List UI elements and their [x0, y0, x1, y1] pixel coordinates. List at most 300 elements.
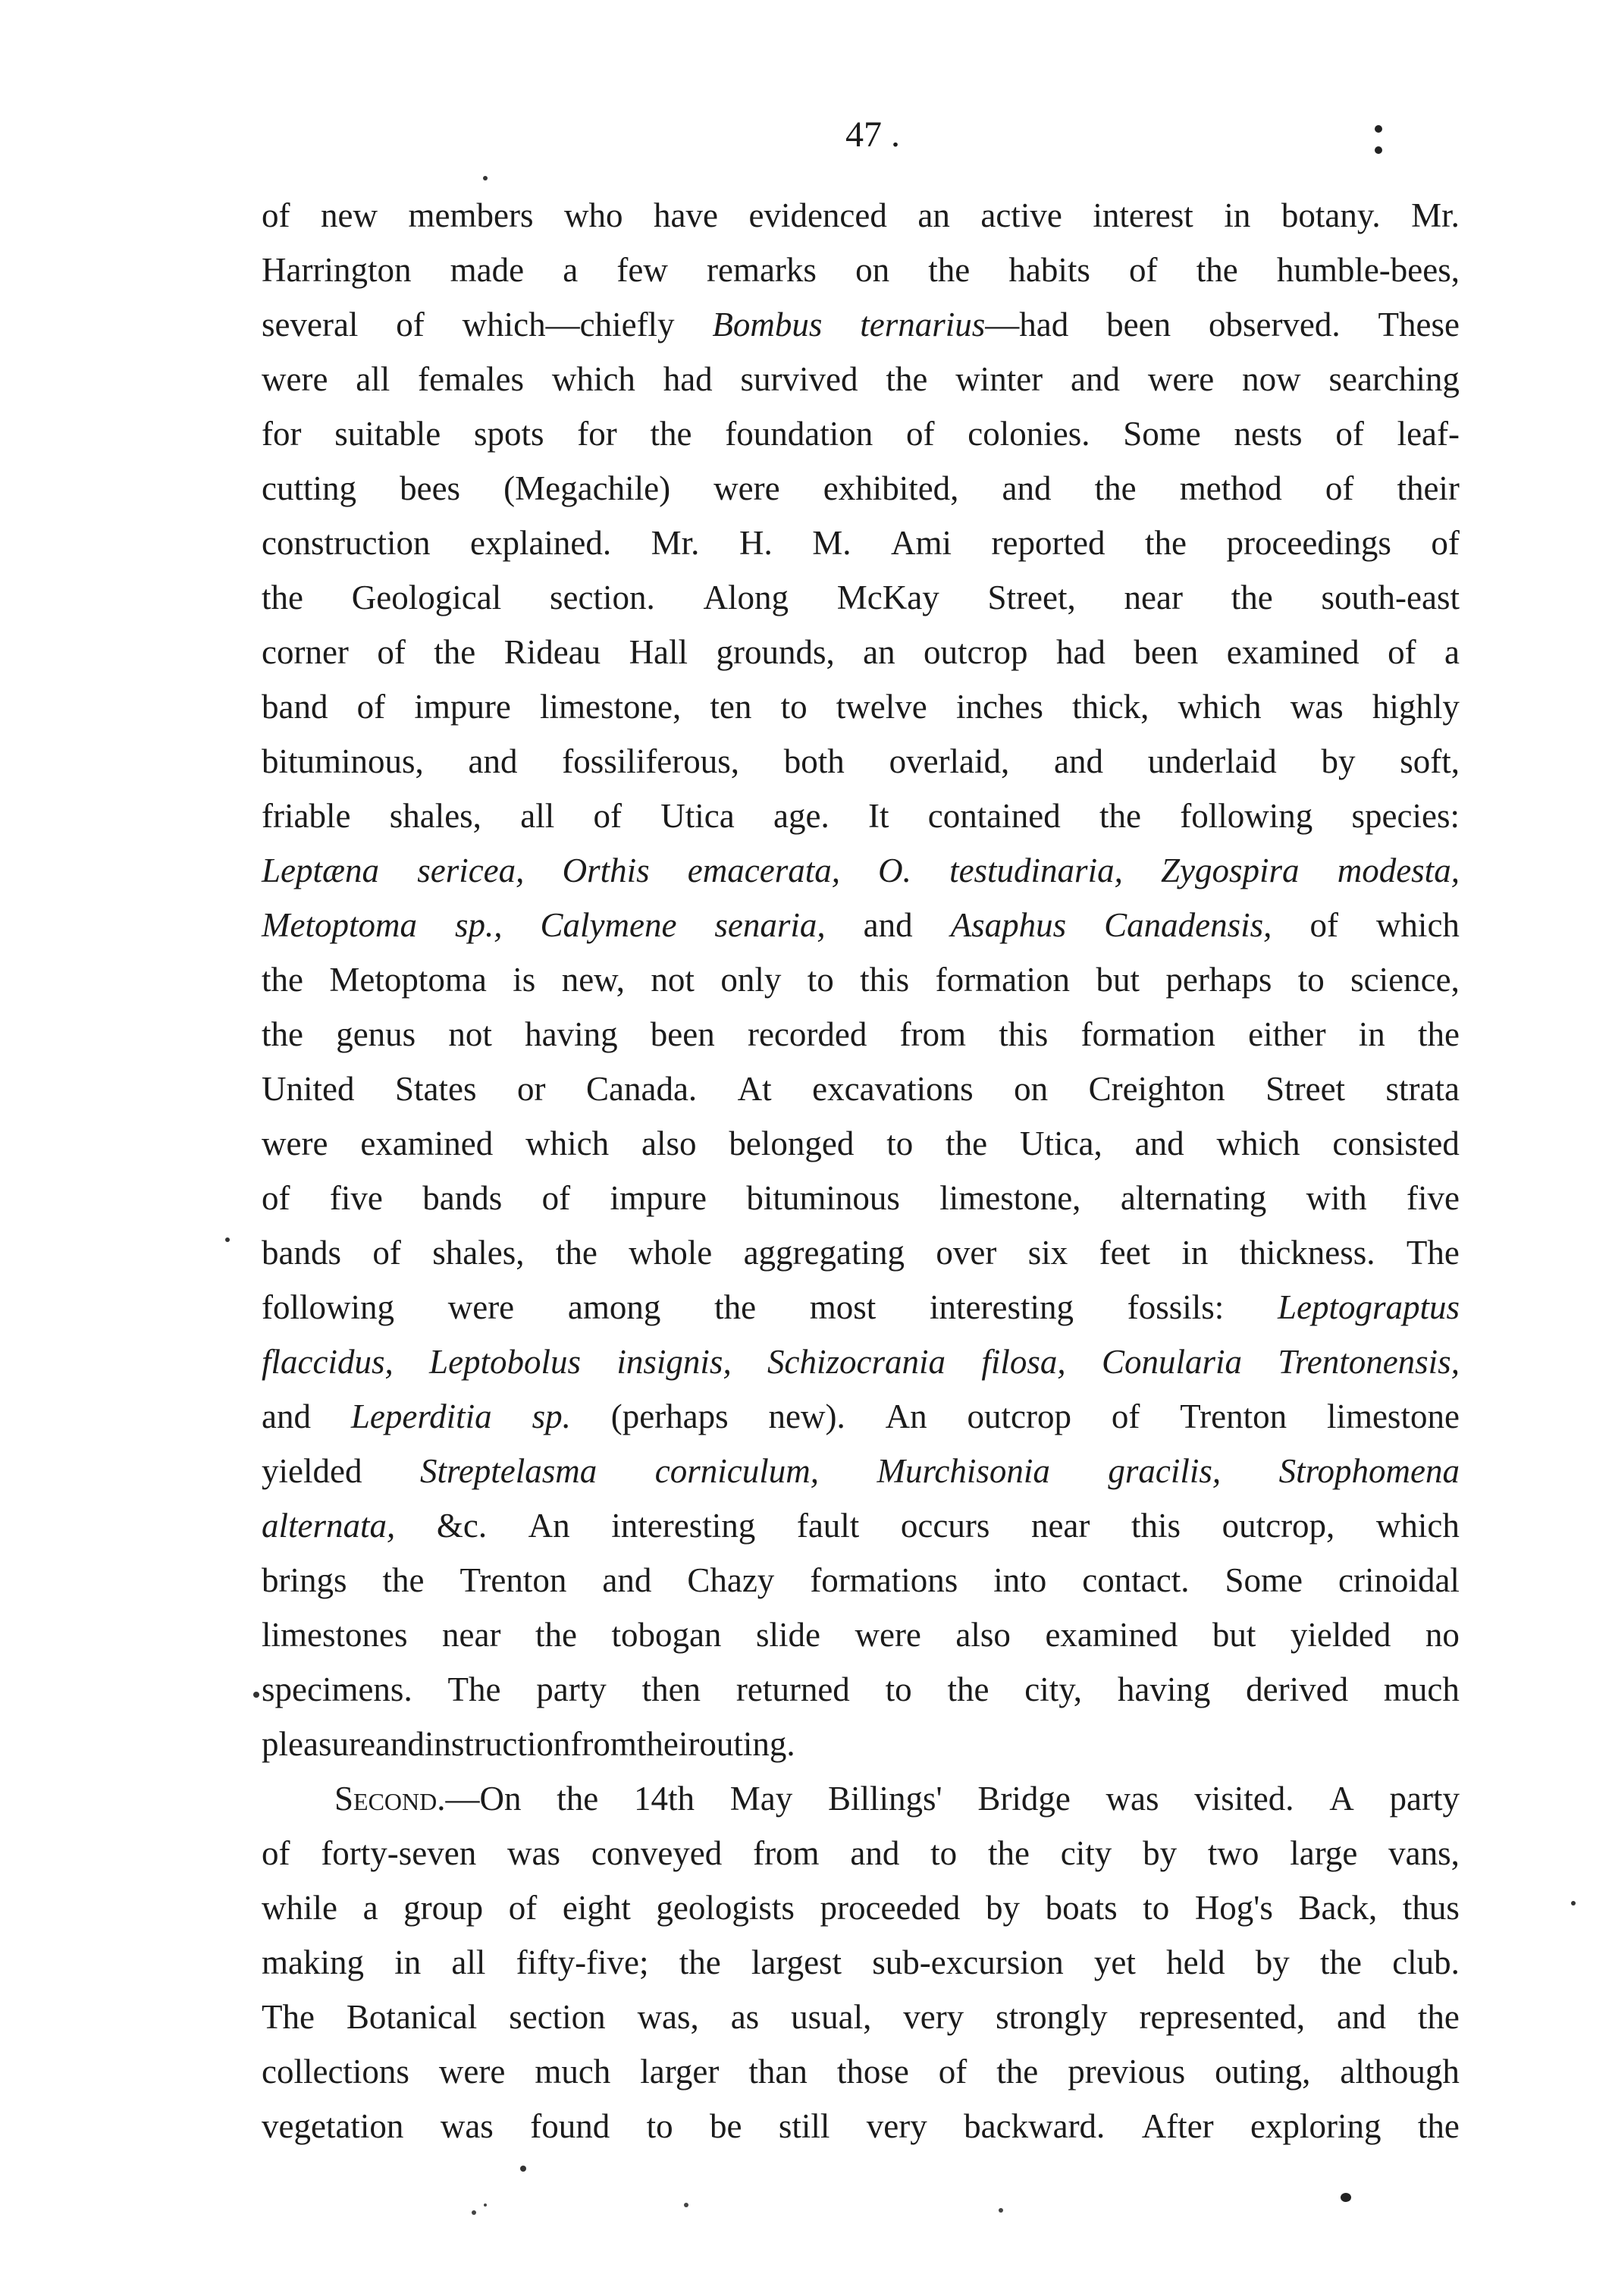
word: Leperditia	[350, 1397, 492, 1435]
word: May	[729, 1780, 793, 1818]
word: the	[947, 1670, 989, 1708]
word: have	[654, 196, 718, 234]
word: corniculum,	[654, 1452, 820, 1490]
word: construction	[262, 524, 431, 562]
word: the	[1196, 251, 1238, 289]
word: Schizocrania	[767, 1343, 946, 1381]
word: which	[1216, 1124, 1300, 1162]
word: sericea,	[417, 852, 525, 889]
word: —had	[985, 306, 1069, 343]
word: and	[1002, 469, 1052, 507]
word: the	[1094, 469, 1137, 507]
word: were	[855, 1616, 921, 1654]
word: Strophomena	[1278, 1452, 1460, 1490]
word: the	[650, 415, 692, 453]
word: conveyed	[591, 1834, 723, 1872]
word: aggregating	[743, 1234, 905, 1272]
word: from	[570, 1725, 637, 1763]
word: of	[1325, 469, 1354, 507]
word: —On	[445, 1780, 522, 1818]
word: limestone,	[939, 1179, 1081, 1217]
word: not	[651, 961, 695, 999]
word: outcrop	[924, 633, 1028, 671]
word: thickness.	[1239, 1234, 1375, 1272]
word: were	[262, 360, 328, 398]
word: McKay	[836, 579, 939, 616]
word: Bridge	[977, 1780, 1071, 1818]
word: winter	[955, 360, 1043, 398]
word: (Megachile)	[503, 469, 671, 507]
word: their	[636, 1725, 700, 1763]
word: few	[616, 251, 668, 289]
word: larger	[640, 2053, 720, 2091]
word: new).	[768, 1397, 845, 1435]
word: A	[1329, 1780, 1354, 1818]
word: (perhaps	[610, 1397, 729, 1435]
word: An	[528, 1507, 570, 1545]
word: the	[1417, 1015, 1460, 1053]
word: near	[442, 1616, 501, 1654]
word: Metoptoma	[262, 906, 417, 944]
word: five	[329, 1179, 383, 1217]
word: which—chiefly	[462, 306, 675, 343]
word: senaria,	[714, 906, 826, 944]
word: all	[451, 1943, 486, 1981]
word: Billings'	[827, 1780, 942, 1818]
word: of	[906, 415, 935, 453]
word: band	[262, 688, 328, 726]
word: testudinaria,	[949, 852, 1123, 889]
word: by	[986, 1889, 1021, 1927]
word: reported	[991, 524, 1106, 562]
word: now	[1242, 360, 1301, 398]
word: bituminous	[746, 1179, 900, 1217]
word: strata	[1385, 1070, 1460, 1108]
word: and	[375, 1725, 425, 1763]
word: near	[1124, 579, 1183, 616]
word: to	[780, 688, 808, 726]
word: no	[1425, 1616, 1460, 1654]
scan-speck	[225, 1237, 230, 1242]
word: for	[262, 415, 302, 453]
word: the	[1320, 1943, 1362, 1981]
word: this	[999, 1015, 1049, 1053]
word: visited.	[1194, 1780, 1294, 1818]
scan-speck	[1375, 146, 1382, 154]
word: contact.	[1082, 1561, 1190, 1599]
word: Rideau	[503, 633, 601, 671]
word: all	[520, 797, 555, 835]
word: ternarius	[860, 306, 986, 343]
word: interest	[1093, 196, 1193, 234]
word: this	[1131, 1507, 1181, 1545]
word: whole	[629, 1234, 713, 1272]
word: suitable	[334, 415, 441, 453]
word: by	[1255, 1943, 1290, 1981]
word: interesting	[930, 1288, 1074, 1326]
word: leaf-	[1397, 415, 1460, 453]
word: formations	[810, 1561, 958, 1599]
word: outcrop,	[1222, 1507, 1335, 1545]
word: returned	[735, 1670, 850, 1708]
word: Trenton	[1180, 1397, 1287, 1435]
word: party	[1389, 1780, 1460, 1818]
word: from	[753, 1834, 820, 1872]
word: had	[663, 360, 713, 398]
word: Mr.	[651, 524, 700, 562]
word: Ami	[891, 524, 952, 562]
word: from	[899, 1015, 967, 1053]
word: Harrington	[262, 251, 412, 289]
word: were	[1147, 360, 1215, 398]
word: method	[1179, 469, 1282, 507]
word: the	[382, 1561, 425, 1599]
word: of	[372, 1234, 401, 1272]
word: insignis,	[616, 1343, 732, 1381]
word: limestone	[1326, 1397, 1460, 1435]
word: proceedings	[1226, 524, 1391, 562]
word: on	[1014, 1070, 1049, 1108]
word: following	[1180, 797, 1313, 835]
word: those	[836, 2053, 909, 2091]
word: two	[1207, 1834, 1259, 1872]
word: the	[946, 1124, 988, 1162]
word: recorded	[747, 1015, 867, 1053]
word: Along	[703, 579, 789, 616]
word: of	[1388, 633, 1416, 671]
word: also	[641, 1124, 697, 1162]
word: specimens.	[262, 1670, 412, 1708]
word: to	[885, 1670, 912, 1708]
word: of	[262, 1179, 290, 1217]
word: spots	[473, 415, 544, 453]
word: which	[1375, 906, 1460, 944]
word: was,	[637, 1998, 699, 2036]
word: instruction	[424, 1725, 571, 1763]
word: exhibited,	[823, 469, 959, 507]
word: large	[1290, 1834, 1358, 1872]
word: made	[450, 251, 525, 289]
word: in	[1358, 1015, 1385, 1053]
word: group	[403, 1889, 484, 1927]
word: of	[938, 2053, 968, 2091]
word: an	[917, 196, 950, 234]
word: grounds,	[716, 633, 835, 671]
word: Leptæna	[262, 852, 380, 889]
word: to	[646, 2107, 673, 2145]
word: among	[567, 1288, 661, 1326]
word: limestone,	[540, 688, 682, 726]
word: Asaphus	[950, 906, 1067, 944]
word: habits	[1008, 251, 1090, 289]
word: were	[713, 469, 780, 507]
word: and	[262, 1397, 311, 1435]
scan-speck	[253, 1692, 259, 1698]
word: either	[1248, 1015, 1326, 1053]
word: United	[262, 1070, 355, 1108]
word: of	[356, 688, 386, 726]
word: the	[1417, 2107, 1460, 2145]
word: sp.	[532, 1397, 571, 1435]
word: and	[1134, 1124, 1184, 1162]
word: bees	[400, 469, 461, 507]
word: contained	[927, 797, 1061, 835]
word: very	[866, 2107, 927, 2145]
word: outcrop	[967, 1397, 1071, 1435]
word: of	[262, 196, 290, 234]
word: members	[408, 196, 534, 234]
word: Some	[1123, 415, 1201, 453]
scan-speck	[483, 176, 488, 180]
word: the	[434, 633, 476, 671]
word: explained.	[469, 524, 612, 562]
scan-speck	[1341, 2193, 1351, 2202]
word: the	[535, 1616, 577, 1654]
word: the	[262, 1015, 303, 1053]
word: represented,	[1139, 1998, 1306, 2036]
word: examined	[1045, 1616, 1178, 1654]
word: Trentonensis,	[1278, 1343, 1460, 1381]
word: Canada.	[585, 1070, 698, 1108]
word: for	[577, 415, 617, 453]
word: six	[1027, 1234, 1068, 1272]
word: shales,	[389, 797, 481, 835]
word: of	[541, 1179, 571, 1217]
word: formation	[935, 961, 1071, 999]
word: of	[508, 1889, 538, 1927]
word: as	[730, 1998, 760, 2036]
word: At	[737, 1070, 772, 1108]
word: Murchisonia	[877, 1452, 1050, 1490]
word: and	[1054, 742, 1104, 780]
word: Orthis	[562, 852, 650, 889]
word: over	[936, 1234, 997, 1272]
word: five	[1407, 1179, 1460, 1217]
word: the	[1231, 579, 1273, 616]
word: had	[1055, 633, 1106, 671]
word: held	[1166, 1943, 1225, 1981]
word: the	[996, 2053, 1039, 2091]
word: overlaid,	[889, 742, 1010, 780]
word: city,	[1024, 1670, 1083, 1708]
word: the	[262, 579, 303, 616]
word: shales,	[432, 1234, 525, 1272]
word: 14th	[633, 1780, 695, 1818]
word: fifty-five;	[516, 1943, 649, 1981]
word: of	[1111, 1397, 1140, 1435]
word: nests	[1234, 415, 1303, 453]
word: new,	[561, 961, 625, 999]
word: on	[855, 251, 890, 289]
word: Utica,	[1020, 1124, 1102, 1162]
word: who	[563, 196, 623, 234]
word: collections	[262, 2053, 409, 2091]
word: females	[418, 360, 525, 398]
word: O.	[878, 852, 911, 889]
word: sp.,	[454, 906, 503, 944]
word: in	[1181, 1234, 1209, 1272]
word: Hall	[629, 633, 688, 671]
word: been	[1134, 633, 1199, 671]
word: fossils:	[1127, 1288, 1225, 1326]
word: modesta,	[1337, 852, 1460, 889]
word: foundation	[725, 415, 873, 453]
word: the	[1417, 1998, 1460, 2036]
word: Bombus	[712, 306, 823, 343]
word: interesting	[611, 1507, 756, 1545]
word: section.	[549, 579, 655, 616]
word: survived	[740, 360, 858, 398]
word: filosa,	[981, 1343, 1066, 1381]
word: near	[1030, 1507, 1090, 1545]
word: and	[863, 906, 913, 944]
word: Creighton	[1088, 1070, 1225, 1108]
word: Metoptoma	[329, 961, 487, 999]
word: was	[1106, 1780, 1159, 1818]
word: underlaid	[1147, 742, 1277, 780]
word: found	[530, 2107, 610, 2145]
word: After	[1141, 2107, 1214, 2145]
word: an	[863, 633, 895, 671]
word: examined	[1226, 633, 1360, 671]
word: ten	[710, 688, 752, 726]
word: soft,	[1400, 742, 1460, 780]
word: and	[602, 1561, 652, 1599]
word: a	[1444, 633, 1460, 671]
word: corner	[262, 633, 349, 671]
word: eight	[562, 1889, 631, 1927]
word: Street,	[987, 579, 1076, 616]
word: only	[720, 961, 782, 999]
word: fault	[796, 1507, 860, 1545]
word: of	[396, 306, 425, 343]
word: flaccidus,	[262, 1343, 394, 1381]
word: much	[1383, 1670, 1460, 1708]
scan-speck	[684, 2203, 688, 2207]
word: although	[1340, 2053, 1460, 2091]
word: of	[593, 797, 622, 835]
word: than	[748, 2053, 808, 2091]
word: inches	[955, 688, 1043, 726]
word: party	[536, 1670, 607, 1708]
word: the	[555, 1234, 597, 1272]
word: sub-excursion	[872, 1943, 1064, 1981]
word: to	[807, 961, 834, 999]
word: the	[886, 360, 928, 398]
word: Geological	[351, 579, 502, 616]
word: were	[438, 2053, 506, 2091]
word: Street	[1265, 1070, 1346, 1108]
word: very	[903, 1998, 964, 2036]
word: It	[867, 797, 889, 835]
scan-speck	[520, 2166, 526, 2172]
word: consisted	[1332, 1124, 1460, 1162]
word: friable	[262, 797, 351, 835]
word: of	[1309, 906, 1338, 944]
word: evidenced	[748, 196, 887, 234]
word: pleasure	[262, 1725, 375, 1763]
word: yielded	[262, 1452, 362, 1490]
word: making	[262, 1943, 364, 1981]
word: but	[1096, 961, 1140, 999]
word: occurs	[900, 1507, 990, 1545]
word: several	[262, 306, 359, 343]
word: was	[507, 1834, 561, 1872]
word: Second.	[334, 1780, 446, 1818]
word: alternata,	[262, 1507, 396, 1545]
word: their	[1397, 469, 1460, 507]
word: botany.	[1281, 196, 1381, 234]
word: of	[1431, 524, 1460, 562]
word: slide	[755, 1616, 820, 1654]
word: a	[563, 251, 579, 289]
word: and	[850, 1834, 900, 1872]
word: was	[440, 2107, 494, 2145]
word: yet	[1093, 1943, 1136, 1981]
word: examined	[360, 1124, 494, 1162]
word: species:	[1351, 797, 1460, 835]
word: but	[1212, 1616, 1256, 1654]
word: usual,	[791, 1998, 872, 2036]
word: colonies.	[968, 415, 1090, 453]
word: south-east	[1321, 579, 1460, 616]
word: M.	[812, 524, 851, 562]
word: and	[1071, 360, 1120, 398]
word: forty-seven	[321, 1834, 477, 1872]
word: highly	[1372, 688, 1460, 726]
word: this	[860, 961, 910, 999]
word: Calymene	[540, 906, 677, 944]
word: age.	[773, 797, 830, 835]
word: the	[1144, 524, 1187, 562]
word: or	[516, 1070, 546, 1108]
word: feet	[1099, 1234, 1151, 1272]
word: The	[1406, 1234, 1460, 1272]
word: tobogan	[611, 1616, 722, 1654]
word: excavations	[812, 1070, 974, 1108]
word: The	[262, 1998, 315, 2036]
word: yielded	[1290, 1616, 1391, 1654]
scan-speck	[1375, 125, 1382, 133]
word: the	[714, 1288, 757, 1326]
word: while	[262, 1889, 337, 1927]
word: Back,	[1298, 1889, 1378, 1927]
word: both	[783, 742, 845, 780]
word: the	[928, 251, 971, 289]
word: H.	[739, 524, 773, 562]
word: bands	[262, 1234, 341, 1272]
word: having	[1117, 1670, 1211, 1708]
word: limestones	[262, 1616, 408, 1654]
word: in	[1224, 196, 1251, 234]
word: thus	[1402, 1889, 1460, 1927]
word: alternating	[1120, 1179, 1267, 1217]
word: Chazy	[687, 1561, 775, 1599]
word: Botanical	[346, 1998, 478, 2036]
word: largest	[751, 1943, 842, 1981]
word: which	[1375, 1507, 1460, 1545]
word: which	[1178, 688, 1262, 726]
word: vegetation	[262, 2107, 404, 2145]
word: was	[1290, 688, 1344, 726]
word: much	[535, 2053, 611, 2091]
word: by	[1321, 742, 1356, 780]
word: outing.	[699, 1725, 795, 1763]
word: boats	[1045, 1889, 1118, 1927]
word: the	[557, 1780, 599, 1818]
word: genus	[336, 1015, 416, 1053]
word: geologists	[656, 1889, 795, 1927]
